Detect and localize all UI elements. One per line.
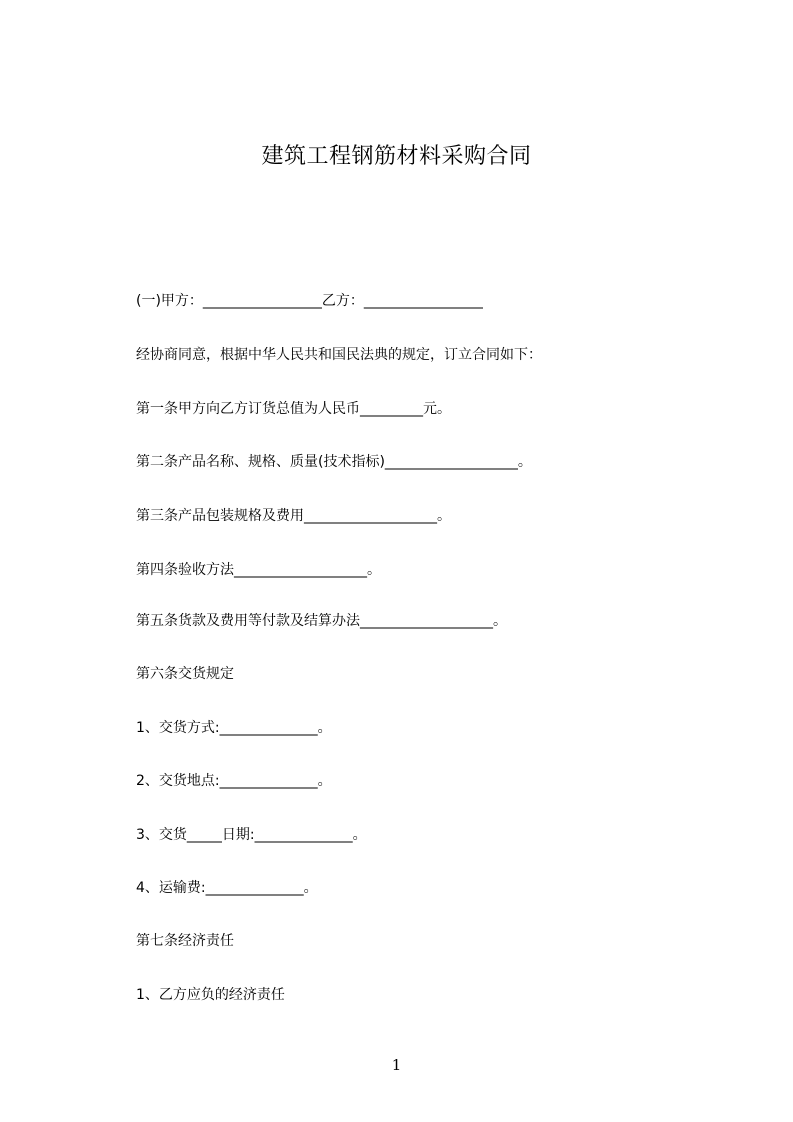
- delivery-method: 1、交货方式:______________。: [136, 720, 332, 736]
- article-1: 第一条甲方向乙方订货总值为人民币_________元。: [136, 401, 451, 417]
- article-6-heading: 第六条交货规定: [136, 666, 234, 682]
- transport-fee: 4、运输费:______________。: [136, 880, 318, 896]
- delivery-date: 3、交货_____日期:______________。: [136, 827, 367, 843]
- article-3: 第三条产品包装规格及费用___________________。: [136, 508, 451, 524]
- delivery-location: 2、交货地点:______________。: [136, 773, 332, 789]
- article-4: 第四条验收方法___________________。: [136, 562, 381, 578]
- preamble-line: 经协商同意，根据中华人民共和国民法典的规定，订立合同如下：: [136, 347, 542, 363]
- party-line: (一)甲方：_________________乙方：_________________: [136, 293, 483, 309]
- page-number: 1: [391, 1056, 402, 1074]
- seller-liability: 1、乙方应负的经济责任: [136, 987, 285, 1003]
- document-title: 建筑工程钢筋材料采购合同: [261, 144, 532, 169]
- article-2: 第二条产品名称、规格、质量(技术指标)___________________。: [136, 454, 532, 470]
- article-7-heading: 第七条经济责任: [136, 933, 234, 949]
- article-5: 第五条货款及费用等付款及结算办法___________________。: [136, 613, 507, 629]
